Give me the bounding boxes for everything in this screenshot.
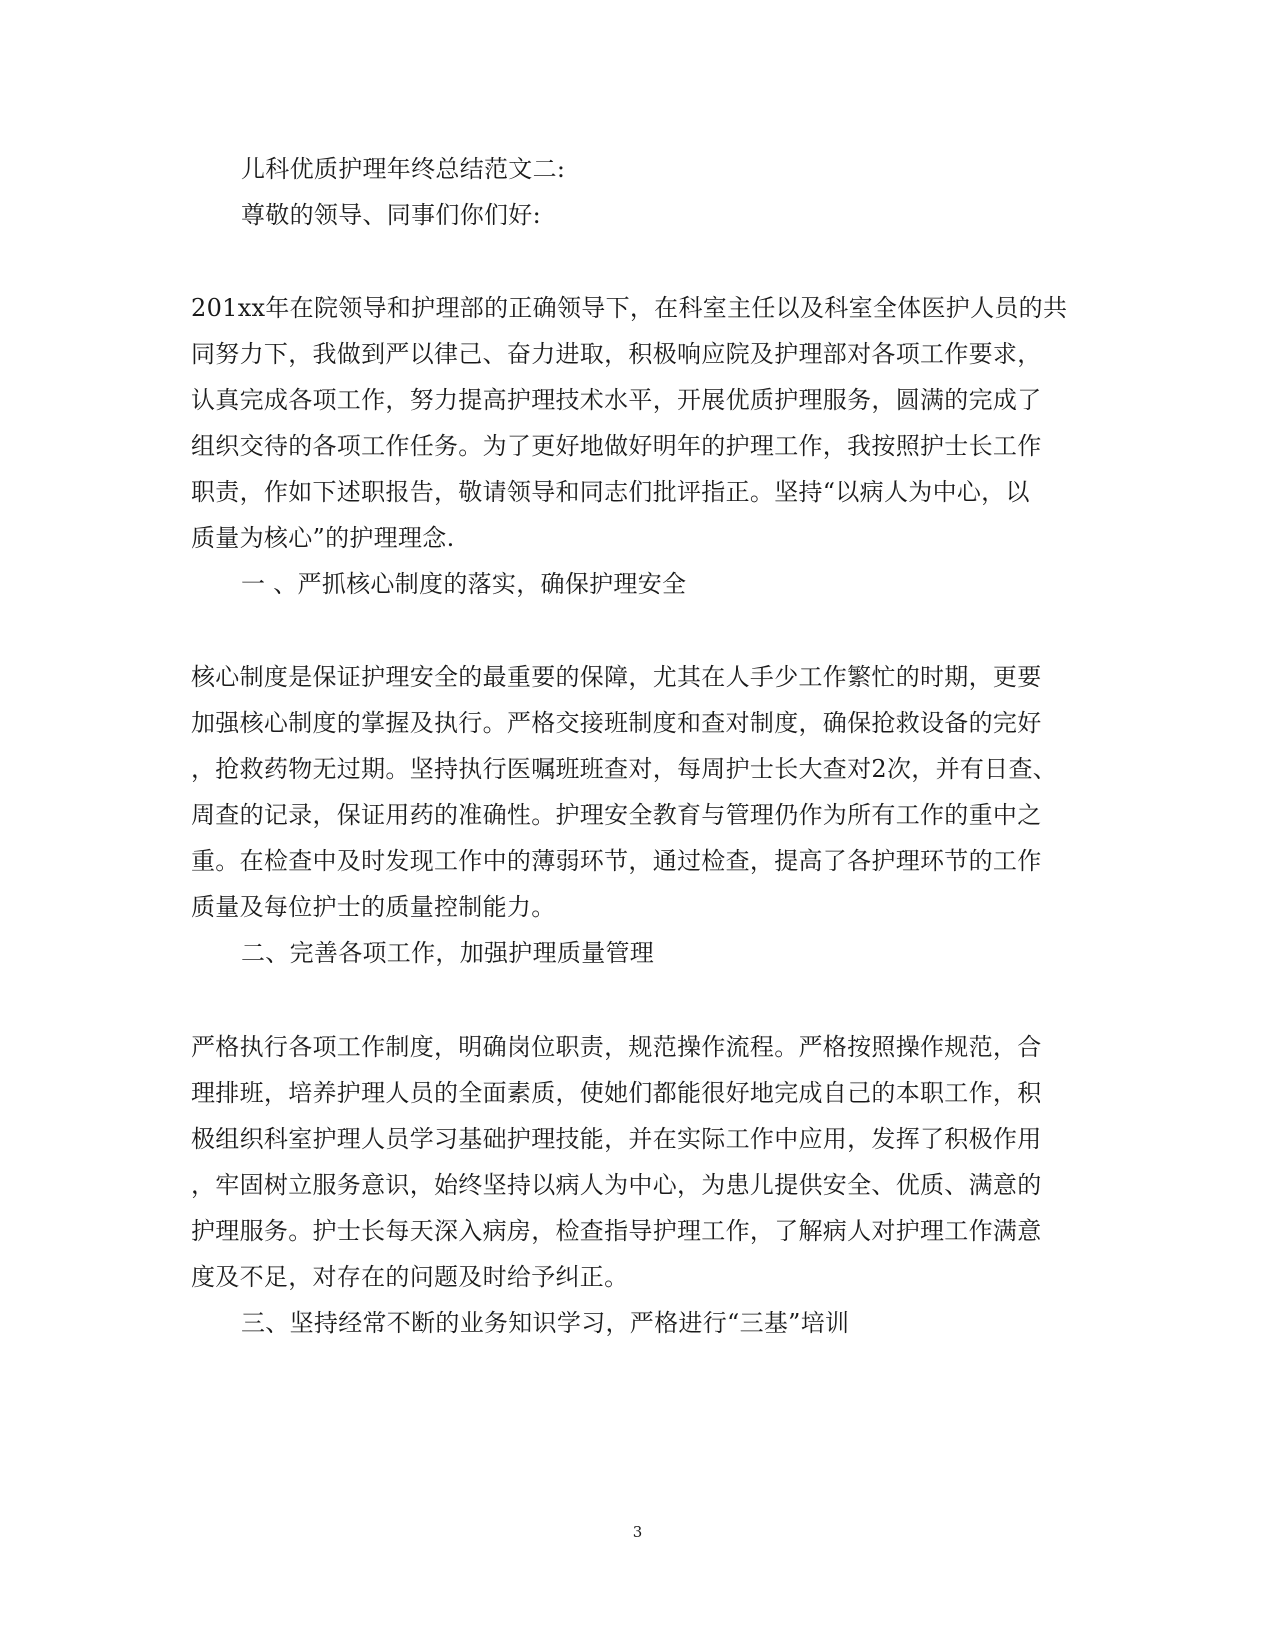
page-number: 3 — [632, 1523, 643, 1541]
intro-line: 组织交待的各项工作任务。为了更好地做好明年的护理工作，我按照护士长工作 — [191, 432, 1042, 460]
section-title-2: 二、完善各项工作，加强护理质量管理 — [241, 939, 655, 967]
section1-line: 周查的记录，保证用药的准确性。护理安全教育与管理仍作为所有工作的重中之 — [191, 801, 1042, 829]
section2-line: ，牢固树立服务意识，始终坚持以病人为中心，为患儿提供安全、优质、满意的 — [191, 1171, 1042, 1199]
section2-line: 严格执行各项工作制度，明确岗位职责，规范操作流程。严格按照操作规范，合 — [191, 1033, 1042, 1061]
section1-line: ，抢救药物无过期。坚持执行医嘱班班查对，每周护士长大查对2次，并有日查、 — [191, 755, 1058, 783]
section1-line: 加强核心制度的掌握及执行。严格交接班制度和查对制度，确保抢救设备的完好 — [191, 709, 1042, 737]
intro-line: 认真完成各项工作，努力提高护理技术水平，开展优质护理服务，圆满的完成了 — [191, 386, 1042, 414]
section-title-3: 三、坚持经常不断的业务知识学习，严格进行“三基”培训 — [241, 1309, 850, 1337]
section2-line: 护理服务。护士长每天深入病房，检查指导护理工作，了解病人对护理工作满意 — [191, 1217, 1042, 1245]
document-heading: 儿科优质护理年终总结范文二: — [241, 155, 566, 183]
section2-line: 度及不足，对存在的问题及时给予纠正。 — [191, 1263, 629, 1291]
section1-line: 质量及每位护士的质量控制能力。 — [191, 893, 556, 921]
intro-line: 质量为核心”的护理理念. — [191, 524, 455, 552]
section2-line: 理排班，培养护理人员的全面素质，使她们都能很好地完成自己的本职工作，积 — [191, 1079, 1042, 1107]
intro-line: 职责，作如下述职报告，敬请领导和同志们批评指正。坚持“以病人为中心，以 — [191, 478, 1030, 506]
salutation: 尊敬的领导、同事们你们好: — [241, 201, 541, 229]
section-title-1: 一 、严抓核心制度的落实，确保护理安全 — [241, 570, 687, 598]
section2-line: 极组织科室护理人员学习基础护理技能，并在实际工作中应用，发挥了积极作用 — [191, 1125, 1042, 1153]
section1-line: 核心制度是保证护理安全的最重要的保障，尤其在人手少工作繁忙的时期，更要 — [191, 663, 1042, 691]
intro-line: 201xx年在院领导和护理部的正确领导下，在科室主任以及科室全体医护人员的共 — [191, 294, 1068, 322]
intro-line: 同努力下，我做到严以律己、奋力进取，积极响应院及护理部对各项工作要求， — [191, 340, 1042, 368]
section1-line: 重。在检查中及时发现工作中的薄弱环节，通过检查，提高了各护理环节的工作 — [191, 847, 1042, 875]
